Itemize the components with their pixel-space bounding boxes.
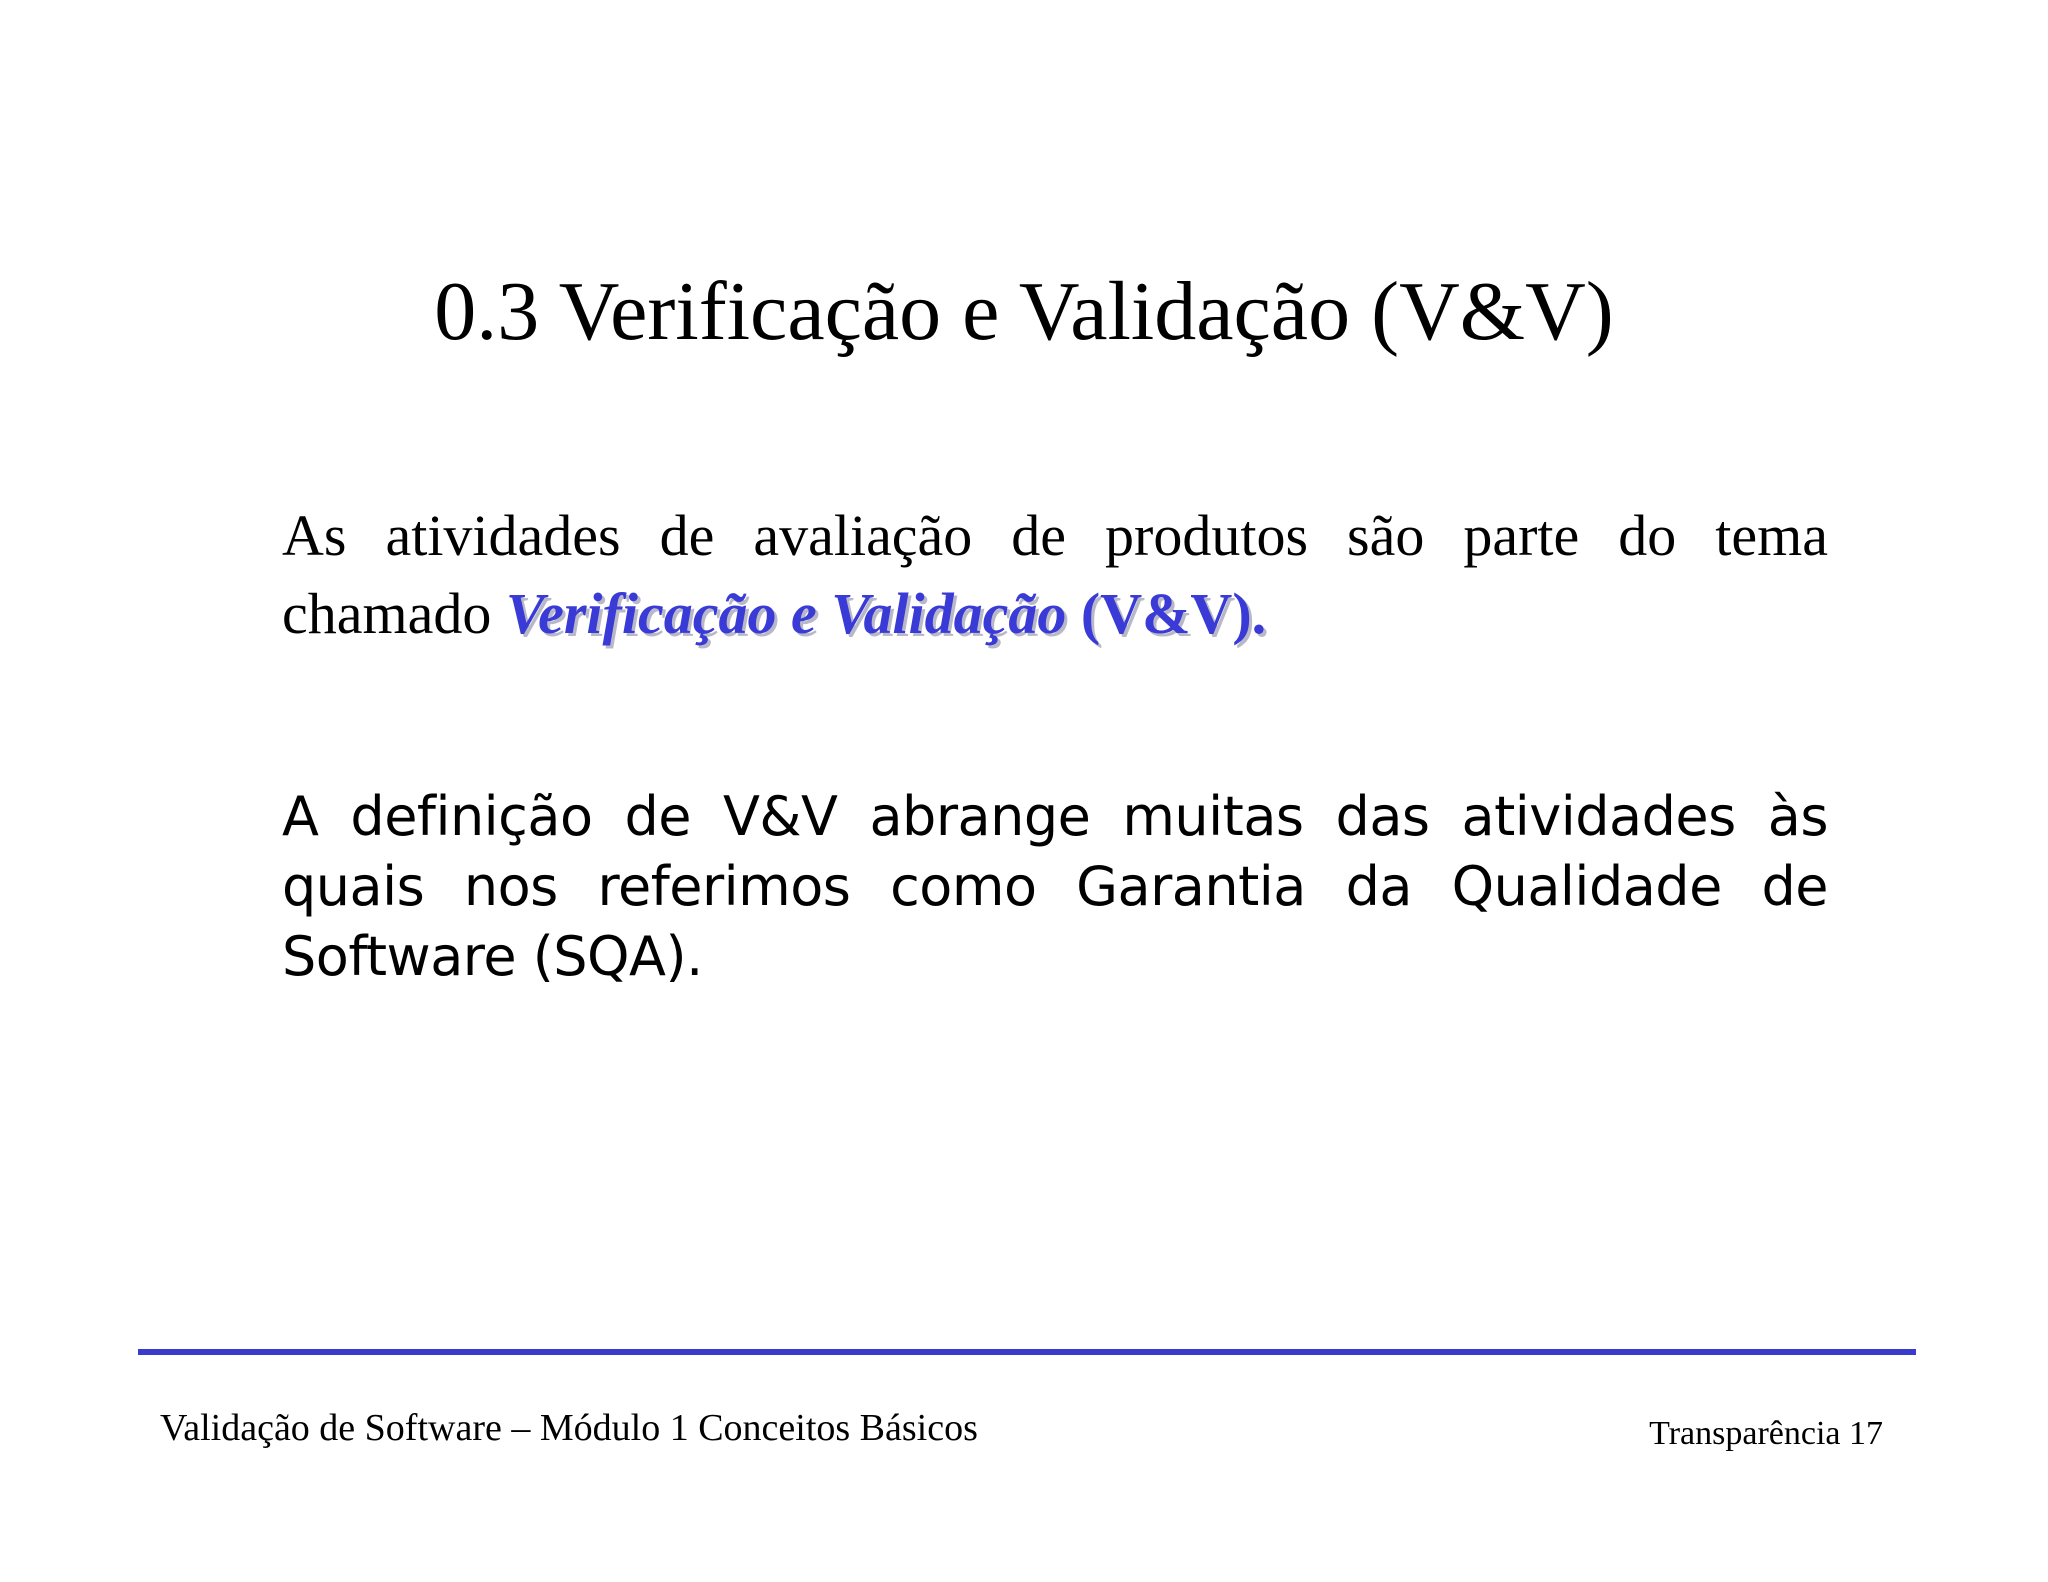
- paragraph-vv-definition: A definição de V&V abrange muitas das atividades às quais nos referimos como Garantia da Qualidade de Software (SQA).: [282, 785, 1828, 988]
- paragraph-vv-intro: [282, 497, 1828, 653]
- highlight-acronym: (V&V).: [1066, 581, 1267, 646]
- footer-course-title: Validação de Software – Módulo 1 Conceitos Básicos: [160, 1407, 978, 1449]
- footer-slide-number: Transparência 17: [1649, 1415, 1883, 1452]
- footer-divider: [138, 1349, 1916, 1355]
- highlight-term: Verificação e Validação: [505, 581, 1067, 646]
- paragraph-vv-intro-text: As atividades de avaliação de produtos são parte do tema chamado: [282, 503, 1828, 646]
- slide-title: 0.3 Verificação e Validação (V&V): [434, 265, 1614, 358]
